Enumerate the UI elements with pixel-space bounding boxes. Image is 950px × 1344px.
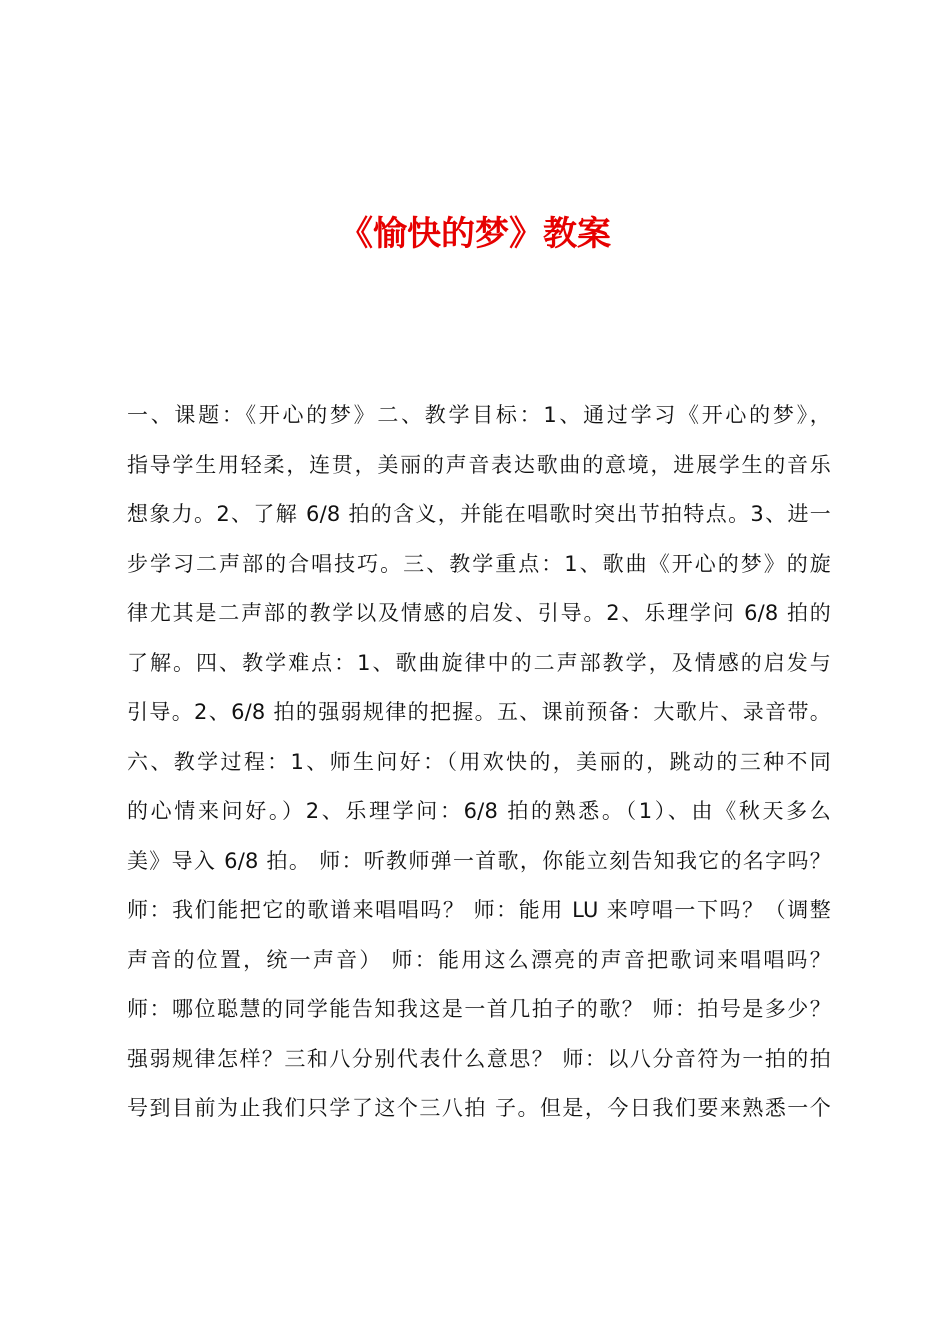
document-body xyxy=(127,391,831,1134)
body-line: 想象力。2、了解 6/8 拍的含义，并能在唱歌时突出节拍特点。3、进一 xyxy=(127,502,831,526)
body-line: 声音的位置，统一声音） 师：能用这么漂亮的声音把歌词来唱唱吗？ xyxy=(127,947,831,972)
body-line: 号到目前为止我们只学了这个三八拍 子。但是，今日我们要来熟悉一个 xyxy=(127,1096,831,1120)
body-line: 六、教学过程：1、师生问好：（用欢快的，美丽的，跳动的三种不同 xyxy=(127,749,831,774)
document-title: 《愉快的梦》教案 xyxy=(339,214,611,254)
body-line: 律尤其是二声部的教学以及情感的启发、引导。2、乐理学问 6/8 拍的 xyxy=(127,601,831,625)
body-line: 强弱规律怎样？三和八分别代表什么意思？ 师：以八分音符为一拍的拍 xyxy=(127,1046,831,1071)
body-line: 步学习二声部的合唱技巧。三、教学重点：1、歌曲《开心的梦》的旋 xyxy=(127,551,831,576)
body-line: 师：我们能把它的歌谱来唱唱吗？ 师：能用 LU 来哼唱一下吗？（调整 xyxy=(127,898,831,922)
body-line: 美》导入 6/8 拍。 师：听教师弹一首歌，你能立刻告知我它的名字吗？ xyxy=(127,848,831,873)
body-line: 引导。2、6/8 拍的强弱规律的把握。五、课前预备：大歌片、录音带。 xyxy=(127,700,831,724)
body-line: 指导学生用轻柔，连贯，美丽的声音表达歌曲的意境，进展学生的音乐 xyxy=(127,452,831,477)
body-line: 的心情来问好。）2、乐理学问：6/8 拍的熟悉。（1）、由《秋天多么 xyxy=(127,799,831,823)
body-line: 一、课题：《开心的梦》二、教学目标：1、通过学习《开心的梦》， xyxy=(127,403,831,427)
body-line: 师：哪位聪慧的同学能告知我这是一首几拍子的歌？ 师：拍号是多少？ xyxy=(127,997,831,1021)
body-line: 了解。四、教学难点：1、歌曲旋律中的二声部教学，及情感的启发与 xyxy=(127,650,831,675)
